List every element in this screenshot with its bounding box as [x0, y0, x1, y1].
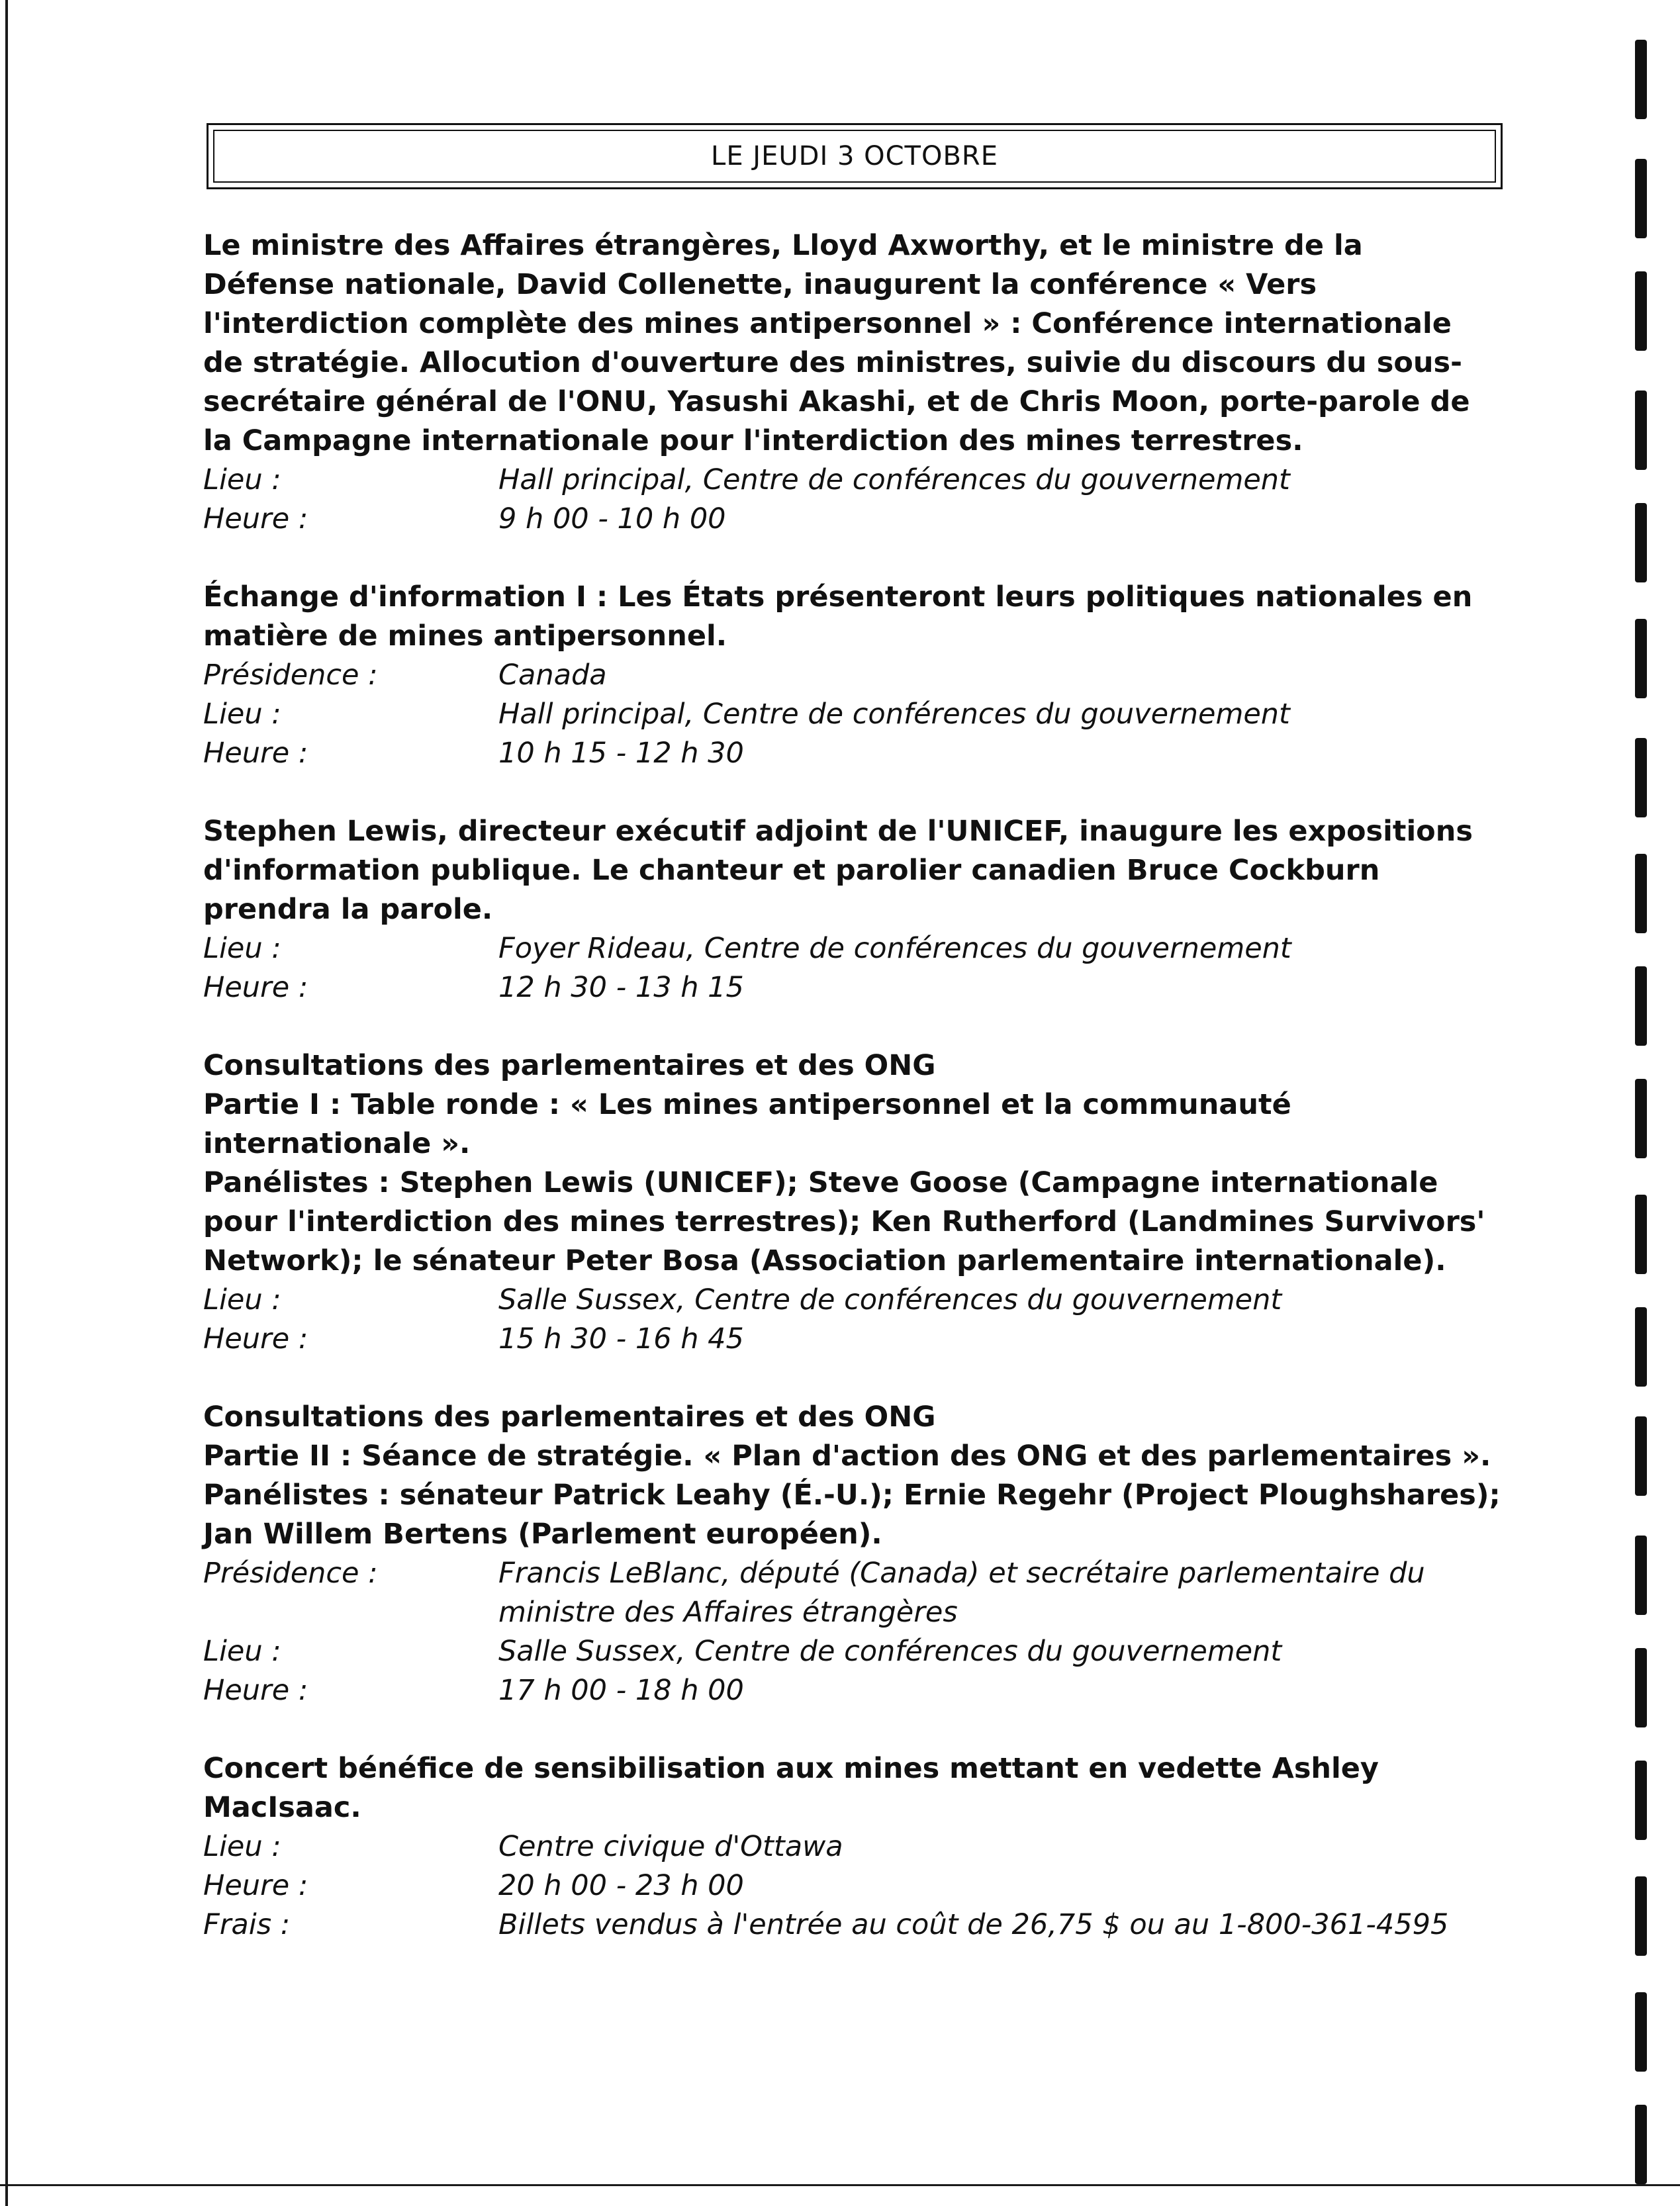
detail-value: 10 h 15 - 12 h 30 — [498, 737, 744, 770]
binding-tab — [1635, 1307, 1647, 1387]
detail-row — [203, 1671, 1501, 1710]
date-heading: LE JEUDI 3 OCTOBRE — [711, 141, 998, 171]
detail-label: Lieu : — [203, 463, 281, 496]
detail-label: Heure : — [203, 1674, 308, 1707]
detail-row — [203, 1320, 1501, 1359]
event-title: Le ministre des Affaires étrangères, Lloyd Axworthy, et le ministre de la Défense nationale, David Collenette, inaugurent la conférence « Vers l'interdiction complète des mines antipersonnel » : Conférence internationale de stratégie. Allocution d'ouverture des ministres, suivie du discours du sous-secrétaire général de l'ONU, Yasushi Akashi, et de Chris Moon, porte-parole de la Campagne internationale pour l'interdiction des mines terrestres. — [203, 229, 1470, 457]
binding-tab — [1635, 1648, 1647, 1727]
binding-tab — [1635, 854, 1647, 933]
bottom-rule — [0, 2184, 1680, 2186]
binding-tab — [1635, 159, 1647, 238]
detail-value: Foyer Rideau, Centre de conférences du gouvernement — [498, 932, 1291, 965]
event-information-exchange — [203, 578, 1501, 773]
detail-label: Lieu : — [203, 1283, 281, 1316]
event-title: Consultations des parlementaires et des ONG — [203, 1049, 936, 1082]
detail-row — [203, 734, 1501, 773]
event-panelists: Panélistes : Stephen Lewis (UNICEF); Steve Goose (Campagne internationale pour l'interdiction des mines terrestres); Ken Rutherford (Landmines Survivors' Network); le sénateur Peter Bosa (Association parlementaire internationale). — [203, 1166, 1485, 1277]
date-header-box — [207, 123, 1503, 189]
detail-label: Frais : — [203, 1908, 291, 1941]
detail-value: Salle Sussex, Centre de conférences du gouvernement — [498, 1283, 1282, 1316]
detail-label: Heure : — [203, 1322, 308, 1356]
detail-row — [203, 1554, 1501, 1632]
binding-tab — [1635, 738, 1647, 817]
detail-value: 17 h 00 - 18 h 00 — [498, 1674, 744, 1707]
event-title: Concert bénéfice de sensibilisation aux mines mettant en vedette Ashley MacIsaac. — [203, 1752, 1379, 1824]
detail-label: Lieu : — [203, 1635, 281, 1668]
detail-value: Billets vendus à l'entrée au coût de 26,75 $ ou au 1-800-361-4595 — [498, 1908, 1449, 1941]
event-opening — [203, 226, 1501, 539]
binding-tab — [1635, 1536, 1647, 1615]
binding-tab — [1635, 1079, 1647, 1158]
schedule-content — [203, 226, 1501, 1984]
binding-tab — [1635, 1761, 1647, 1840]
detail-label: Lieu : — [203, 698, 281, 731]
binding-tab — [1635, 1992, 1647, 2072]
event-title: Stephen Lewis, directeur exécutif adjoint de l'UNICEF, inaugure les expositions d'information publique. Le chanteur et parolier canadien Bruce Cockburn prendra la parole. — [203, 815, 1473, 926]
detail-row — [203, 500, 1501, 539]
detail-label: Heure : — [203, 971, 308, 1004]
detail-label: Heure : — [203, 1869, 308, 1902]
event-benefit-concert — [203, 1749, 1501, 1945]
event-subtitle: Partie I : Table ronde : « Les mines antipersonnel et la communauté internationale ». — [203, 1088, 1291, 1160]
binding-tab — [1635, 1876, 1647, 1956]
detail-label: Présidence : — [203, 659, 378, 692]
detail-row — [203, 1632, 1501, 1671]
left-margin-rule — [5, 0, 8, 2206]
event-panelists: Panélistes : sénateur Patrick Leahy (É.-U.); Ernie Regehr (Project Ploughshares); Jan Willem Bertens (Parlement européen). — [203, 1479, 1501, 1551]
binding-tab — [1635, 966, 1647, 1046]
detail-row — [203, 1827, 1501, 1866]
detail-row — [203, 695, 1501, 734]
binding-tab — [1635, 271, 1647, 351]
binding-tab — [1635, 1416, 1647, 1496]
detail-value: Hall principal, Centre de conférences du gouvernement — [498, 463, 1290, 496]
detail-label: Heure : — [203, 737, 308, 770]
binding-tab — [1635, 2105, 1647, 2184]
detail-value: Salle Sussex, Centre de conférences du gouvernement — [498, 1635, 1282, 1668]
binding-tab — [1635, 40, 1647, 119]
detail-value: 12 h 30 - 13 h 15 — [498, 971, 744, 1004]
detail-value: Francis LeBlanc, député (Canada) et secrétaire parlementaire du ministre des Affaires étrangères — [498, 1557, 1425, 1629]
event-consultations-part-2 — [203, 1398, 1501, 1710]
detail-label: Présidence : — [203, 1557, 378, 1590]
detail-value: Centre civique d'Ottawa — [498, 1830, 843, 1863]
detail-value: Canada — [498, 659, 607, 692]
detail-row — [203, 656, 1501, 695]
detail-row — [203, 461, 1501, 500]
binding-tab — [1635, 619, 1647, 698]
event-title: Consultations des parlementaires et des ONG — [203, 1401, 936, 1434]
detail-label: Lieu : — [203, 1830, 281, 1863]
event-title: Échange d'information I : Les États présenteront leurs politiques nationales en matière de mines antipersonnel. — [203, 580, 1473, 653]
detail-value: 9 h 00 - 10 h 00 — [498, 502, 726, 535]
detail-label: Heure : — [203, 502, 308, 535]
event-exhibitions — [203, 812, 1501, 1007]
binding-tab — [1635, 391, 1647, 470]
event-subtitle: Partie II : Séance de stratégie. « Plan d'action des ONG et des parlementaires ». — [203, 1440, 1491, 1473]
detail-value: 20 h 00 - 23 h 00 — [498, 1869, 744, 1902]
detail-value: Hall principal, Centre de conférences du gouvernement — [498, 698, 1290, 731]
detail-row — [203, 1906, 1501, 1945]
binding-tab — [1635, 1195, 1647, 1274]
detail-row — [203, 929, 1501, 968]
binding-tab — [1635, 503, 1647, 582]
detail-row — [203, 968, 1501, 1007]
detail-row — [203, 1866, 1501, 1906]
detail-value: 15 h 30 - 16 h 45 — [498, 1322, 744, 1356]
detail-label: Lieu : — [203, 932, 281, 965]
detail-row — [203, 1281, 1501, 1320]
event-consultations-part-1 — [203, 1046, 1501, 1359]
